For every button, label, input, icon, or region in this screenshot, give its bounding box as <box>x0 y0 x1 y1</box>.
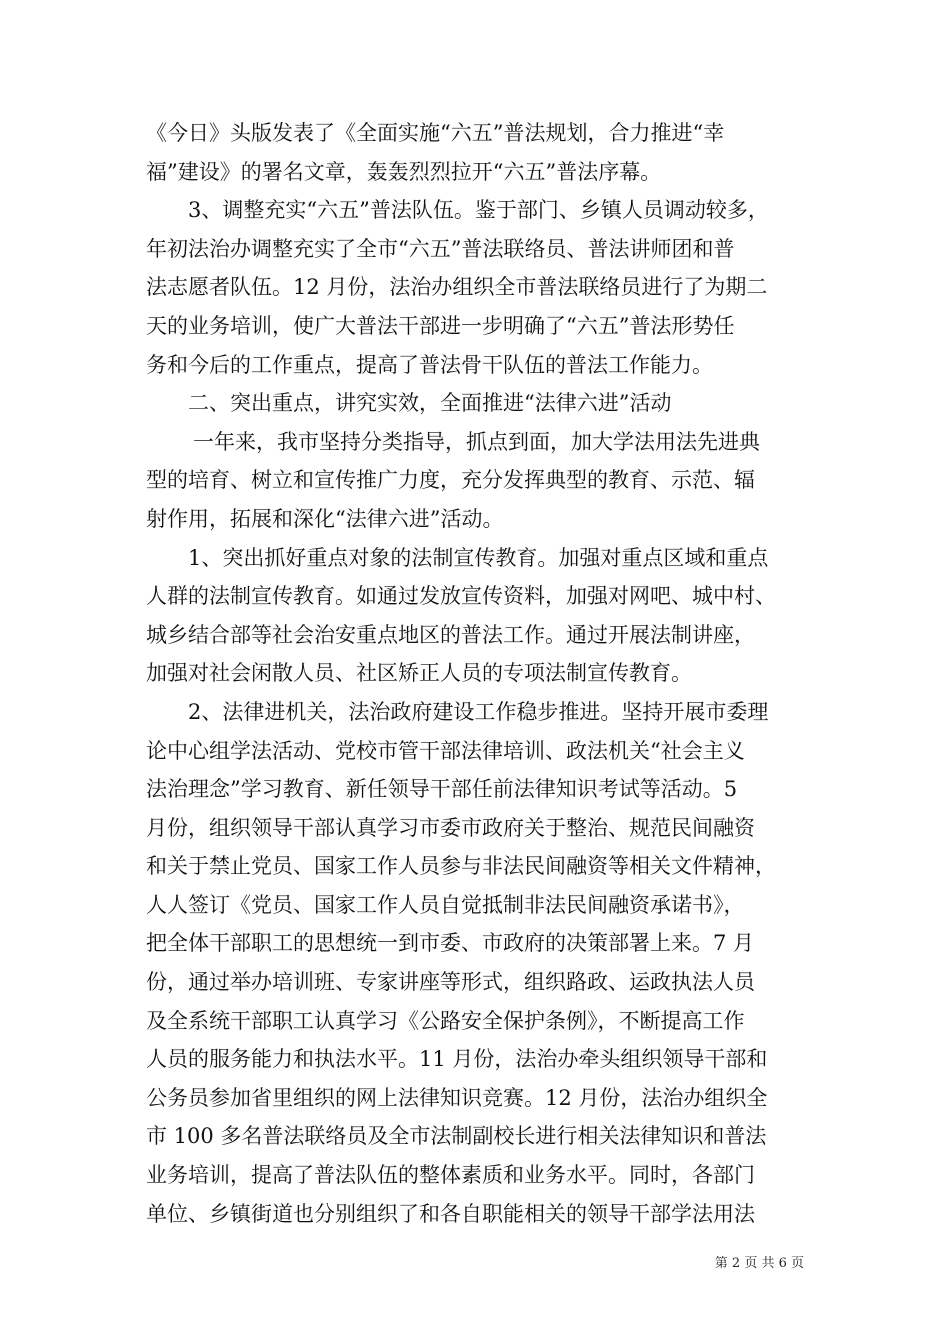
text-line: 3、调整充实“六五”普法队伍。鉴于部门、乡镇人员调动较多， <box>188 198 769 223</box>
section-heading: 二、突出重点，讲究实效，全面推进“法律六进”活动 <box>188 391 672 416</box>
document-body <box>146 114 814 1233</box>
text-line: 论中心组学法活动、党校市管干部法律培训、政法机关“社会主义 <box>146 738 745 763</box>
text-line: 城乡结合部等社会治安重点地区的普法工作。通过开展法制讲座， <box>146 622 755 647</box>
text-line: 加强对社会闲散人员、社区矫正人员的专项法制宣传教育。 <box>146 661 692 686</box>
text-line: 人员的服务能力和执法水平。11 月份，法治办牵头组织领导干部和 <box>146 1047 768 1072</box>
page-number: 第 2 页 共 6 页 <box>714 1256 804 1271</box>
text-line: 福”建设》的署名文章，轰轰烈烈拉开“六五”普法序幕。 <box>146 159 662 184</box>
text-line: 月份，组织领导干部认真学习市委市政府关于整治、规范民间融资 <box>146 815 755 840</box>
text-line: 型的培育、树立和宣传推广力度，充分发挥典型的教育、示范、辐 <box>146 468 755 493</box>
text-line: 法志愿者队伍。12 月份，法治办组织全市普法联络员进行了为期二 <box>146 275 768 300</box>
text-line: 市 100 多名普法联络员及全市法制副校长进行相关法律知识和普法 <box>146 1124 767 1149</box>
text-line: 年初法治办调整充实了全市“六五”普法联络员、普法讲师团和普 <box>146 236 735 261</box>
text-line: 一年来，我市坚持分类指导，抓点到面，加大学法用法先进典 <box>193 429 760 454</box>
text-line: 人人签订《党员、国家工作人员自觉抵制非法民间融资承诺书》， <box>146 892 745 917</box>
text-line: 法治理念”学习教育、新任领导干部任前法律知识考试等活动。5 <box>146 777 738 802</box>
text-line: 和关于禁止党员、国家工作人员参与非法民间融资等相关文件精神， <box>146 854 776 879</box>
text-line: 把全体干部职工的思想统一到市委、市政府的决策部署上来。7 月 <box>146 931 755 956</box>
text-line: 《今日》头版发表了《全面实施“六五”普法规划，合力推进“幸 <box>146 121 725 145</box>
text-line: 天的业务培训，使广大普法干部进一步明确了“六五”普法形势任 <box>146 313 735 338</box>
text-line: 份，通过举办培训班、专家讲座等形式，组织路政、运政执法人员 <box>146 970 755 995</box>
text-line: 业务培训，提高了普法队伍的整体素质和业务水平。同时，各部门 <box>146 1163 755 1188</box>
text-line: 及全系统干部职工认真学习《公路安全保护条例》，不断提高工作 <box>146 1008 745 1033</box>
text-line: 人群的法制宣传教育。如通过发放宣传资料，加强对网吧、城中村、 <box>146 584 776 609</box>
text-line: 1、突出抓好重点对象的法制宣传教育。加强对重点区域和重点 <box>188 545 769 570</box>
text-line: 务和今后的工作重点，提高了普法骨干队伍的普法工作能力。 <box>146 352 713 377</box>
text-line: 2、法律进机关，法治政府建设工作稳步推进。坚持开展市委理 <box>188 699 769 724</box>
text-line: 公务员参加省里组织的网上法律知识竞赛。12 月份，法治办组织全 <box>146 1085 768 1110</box>
text-line: 单位、乡镇街道也分别组织了和各自职能相关的领导干部学法用法 <box>146 1201 755 1226</box>
text-line: 射作用，拓展和深化“法律六进”活动。 <box>146 506 504 531</box>
